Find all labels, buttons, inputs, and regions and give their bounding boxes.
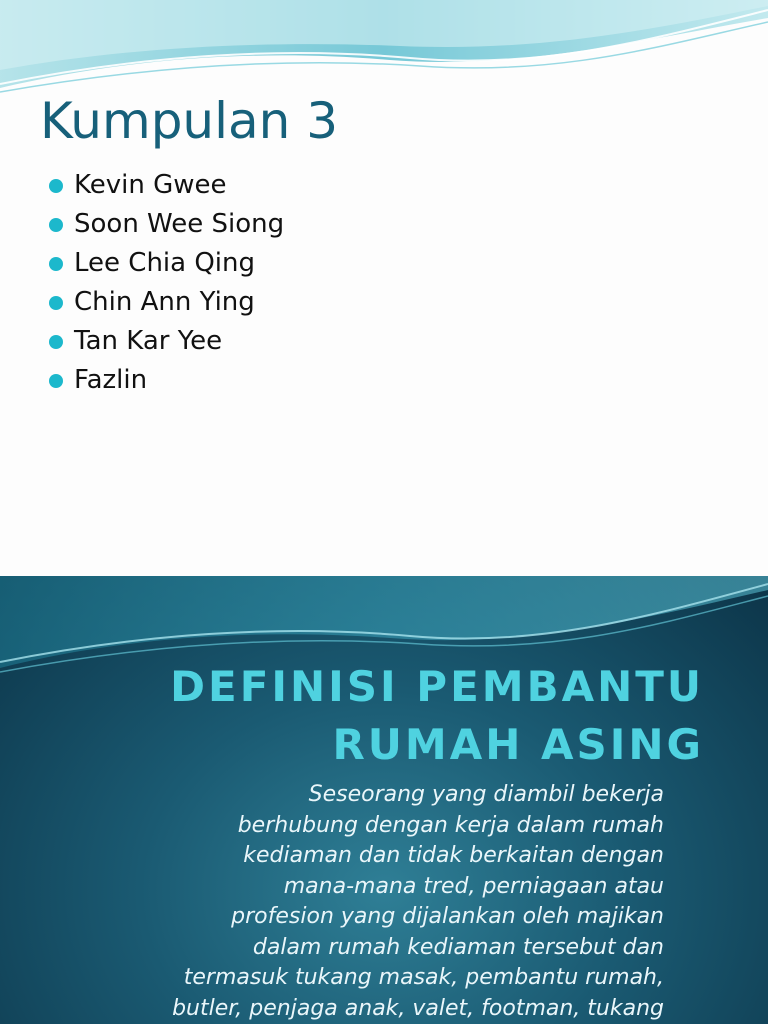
bullet-dot-icon <box>49 218 63 232</box>
bullet-dot-icon <box>49 257 63 271</box>
text-line: butler, penjaga anak, valet, footman, tukang <box>172 995 664 1021</box>
list-item <box>46 166 284 205</box>
list-item <box>46 322 284 361</box>
bullet-dot-icon <box>49 374 63 388</box>
text-line: berhubung dengan kerja dalam rumah <box>237 812 664 838</box>
member-name: Chin Ann Ying <box>74 287 255 317</box>
title-line: DEFINISI PEMBANTU <box>170 662 704 711</box>
text-line: kediaman dan tidak berkaitan dengan <box>243 843 664 868</box>
text-line: termasuk tukang masak, pembantu rumah, <box>183 965 664 990</box>
member-list <box>46 166 284 400</box>
title-line: RUMAH ASING <box>332 720 704 769</box>
bullet-dot-icon <box>49 179 63 193</box>
text-line: mana-mana tred, perniagaan atau <box>283 873 664 899</box>
list-item <box>46 205 284 244</box>
list-item <box>46 361 284 400</box>
text-line: profesion yang dijalankan oleh majikan <box>231 904 664 929</box>
bullet-dot-icon <box>49 335 63 349</box>
text-line: Seseorang yang diambil bekerja <box>308 782 664 807</box>
slide-title <box>170 658 704 774</box>
slide-title: Kumpulan 3 <box>40 92 339 150</box>
member-name: Tan Kar Yee <box>74 326 223 356</box>
list-item <box>46 244 284 283</box>
slide-2 <box>0 576 768 1024</box>
list-item <box>46 283 284 322</box>
definition-text <box>74 780 664 1024</box>
member-name: Fazlin <box>74 365 148 395</box>
bullet-dot-icon <box>49 296 63 310</box>
member-name: Kevin Gwee <box>74 170 227 200</box>
member-name: Lee Chia Qing <box>74 248 256 278</box>
member-name: Soon Wee Siong <box>74 209 285 239</box>
text-line: dalam rumah kediaman tersebut dan <box>252 934 664 960</box>
